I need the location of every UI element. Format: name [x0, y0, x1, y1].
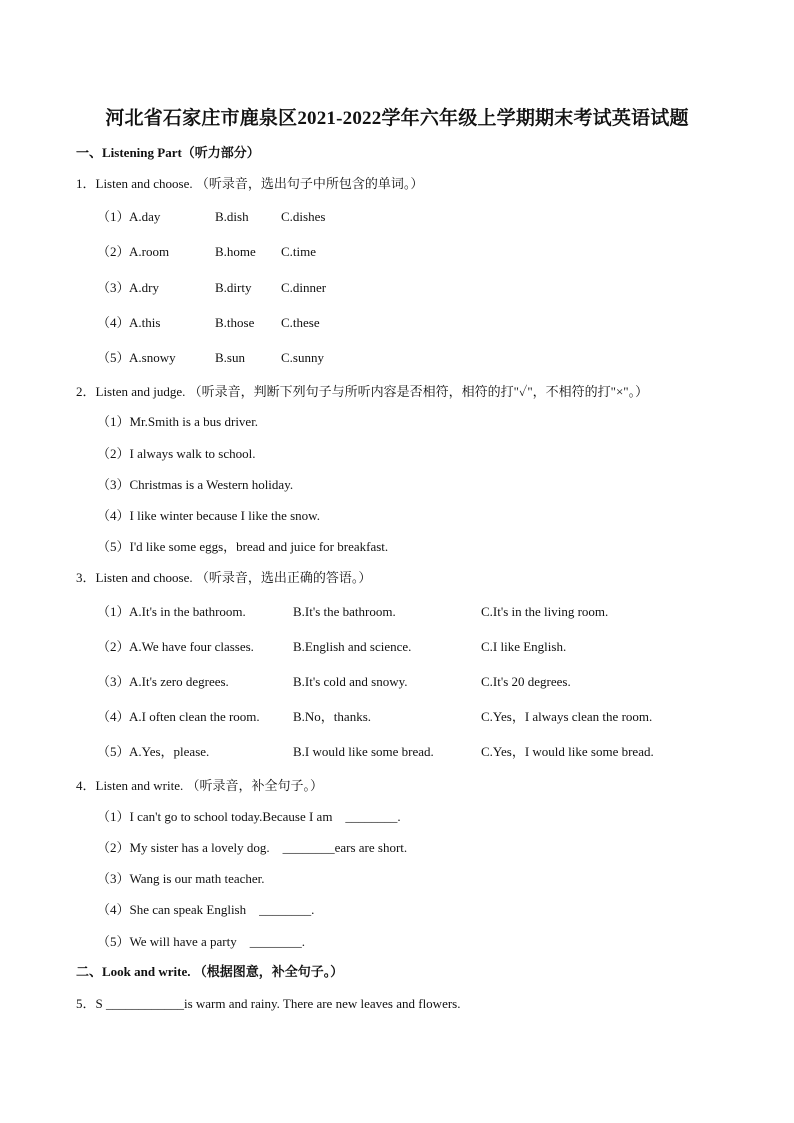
q3-option-a: A.It's zero degrees.	[129, 674, 229, 689]
q3-option-b: B.It's the bathroom.	[293, 604, 396, 619]
q1-option-c: C.sunny	[281, 350, 324, 365]
q3-option-c: C.Yes，I always clean the room.	[481, 709, 653, 724]
q1-option-a: A.room	[129, 244, 170, 259]
q5-prompt: 5．S ____________is warm and rainy. There are new leaves and flowers.	[76, 996, 461, 1011]
q1-item-number: （3）	[97, 280, 130, 295]
q3-option-b: B.It's cold and snowy.	[293, 674, 408, 689]
q1-option-c: C.dishes	[281, 209, 326, 224]
q3-option-c: C.Yes，I would like some bread.	[481, 744, 654, 759]
q1-prompt: 1．Listen and choose. （听录音，选出句子中所包含的单词。）	[76, 176, 424, 191]
q3-option-a: A.We have four classes.	[129, 639, 254, 654]
q1-option-c: C.dinner	[281, 280, 327, 295]
page-title: 河北省石家庄市鹿泉区2021-2022学年六年级上学期期末考试英语试题	[105, 108, 689, 129]
q1-option-c: C.time	[281, 244, 317, 259]
q4-item: （4）She can speak English ________.	[97, 902, 315, 917]
q3-option-c: C.It's in the living room.	[481, 604, 609, 619]
q4-item: （5）We will have a party ________.	[97, 934, 305, 949]
q3-item-number: （4）	[97, 709, 130, 724]
q3-option-a: A.It's in the bathroom.	[129, 604, 246, 619]
q1-option-b: B.dirty	[215, 280, 252, 295]
q1-option-c: C.these	[281, 315, 320, 330]
q3-option-c: C.It's 20 degrees.	[481, 674, 571, 689]
q4-item: （3）Wang is our math teacher.	[97, 871, 265, 886]
q3-option-b: B.English and science.	[293, 639, 412, 654]
section-2-heading: 二、Look and write. （根据图意，补全句子。）	[76, 964, 344, 979]
q4-item: （2）My sister has a lovely dog. ________ears are short.	[97, 840, 408, 855]
q1-option-a: A.day	[129, 209, 161, 224]
q2-item: （2）I always walk to school.	[97, 446, 256, 461]
section-1-heading: 一、Listening Part（听力部分）	[76, 145, 260, 160]
q3-item-number: （5）	[97, 744, 130, 759]
q3-item-number: （3）	[97, 674, 130, 689]
q1-item-number: （5）	[97, 350, 130, 365]
q1-option-a: A.this	[129, 315, 161, 330]
q1-option-a: A.snowy	[129, 350, 176, 365]
q3-prompt: 3．Listen and choose. （听录音，选出正确的答语。）	[76, 570, 372, 585]
q2-item: （5）I'd like some eggs，bread and juice for breakfast.	[97, 539, 389, 554]
q3-option-a: A.Yes，please.	[129, 744, 210, 759]
q1-option-b: B.sun	[215, 350, 245, 365]
q2-item: （1）Mr.Smith is a bus driver.	[97, 414, 259, 429]
q4-item: （1）I can't go to school today.Because I am ________.	[97, 809, 401, 824]
q3-option-c: C.I like English.	[481, 639, 567, 654]
q1-item-number: （4）	[97, 315, 130, 330]
q2-prompt: 2．Listen and judge. （听录音，判断下列句子与所听内容是否相符，相符的打"✓"，不相符的打"×"。）	[76, 384, 649, 399]
q3-option-a: A.I often clean the room.	[129, 709, 260, 724]
q3-item-number: （1）	[97, 604, 130, 619]
q1-item-number: （2）	[97, 244, 130, 259]
q2-item: （4）I like winter because I like the snow.	[97, 508, 320, 523]
q3-option-b: B.I would like some bread.	[293, 744, 434, 759]
q1-item-number: （1）	[97, 209, 130, 224]
q2-item: （3）Christmas is a Western holiday.	[97, 477, 294, 492]
q3-option-b: B.No，thanks.	[293, 709, 372, 724]
q3-item-number: （2）	[97, 639, 130, 654]
q4-prompt: 4．Listen and write. （听录音，补全句子。）	[76, 778, 323, 793]
q1-option-a: A.dry	[129, 280, 159, 295]
q1-option-b: B.those	[215, 315, 255, 330]
q1-option-b: B.home	[215, 244, 256, 259]
q1-option-b: B.dish	[215, 209, 249, 224]
